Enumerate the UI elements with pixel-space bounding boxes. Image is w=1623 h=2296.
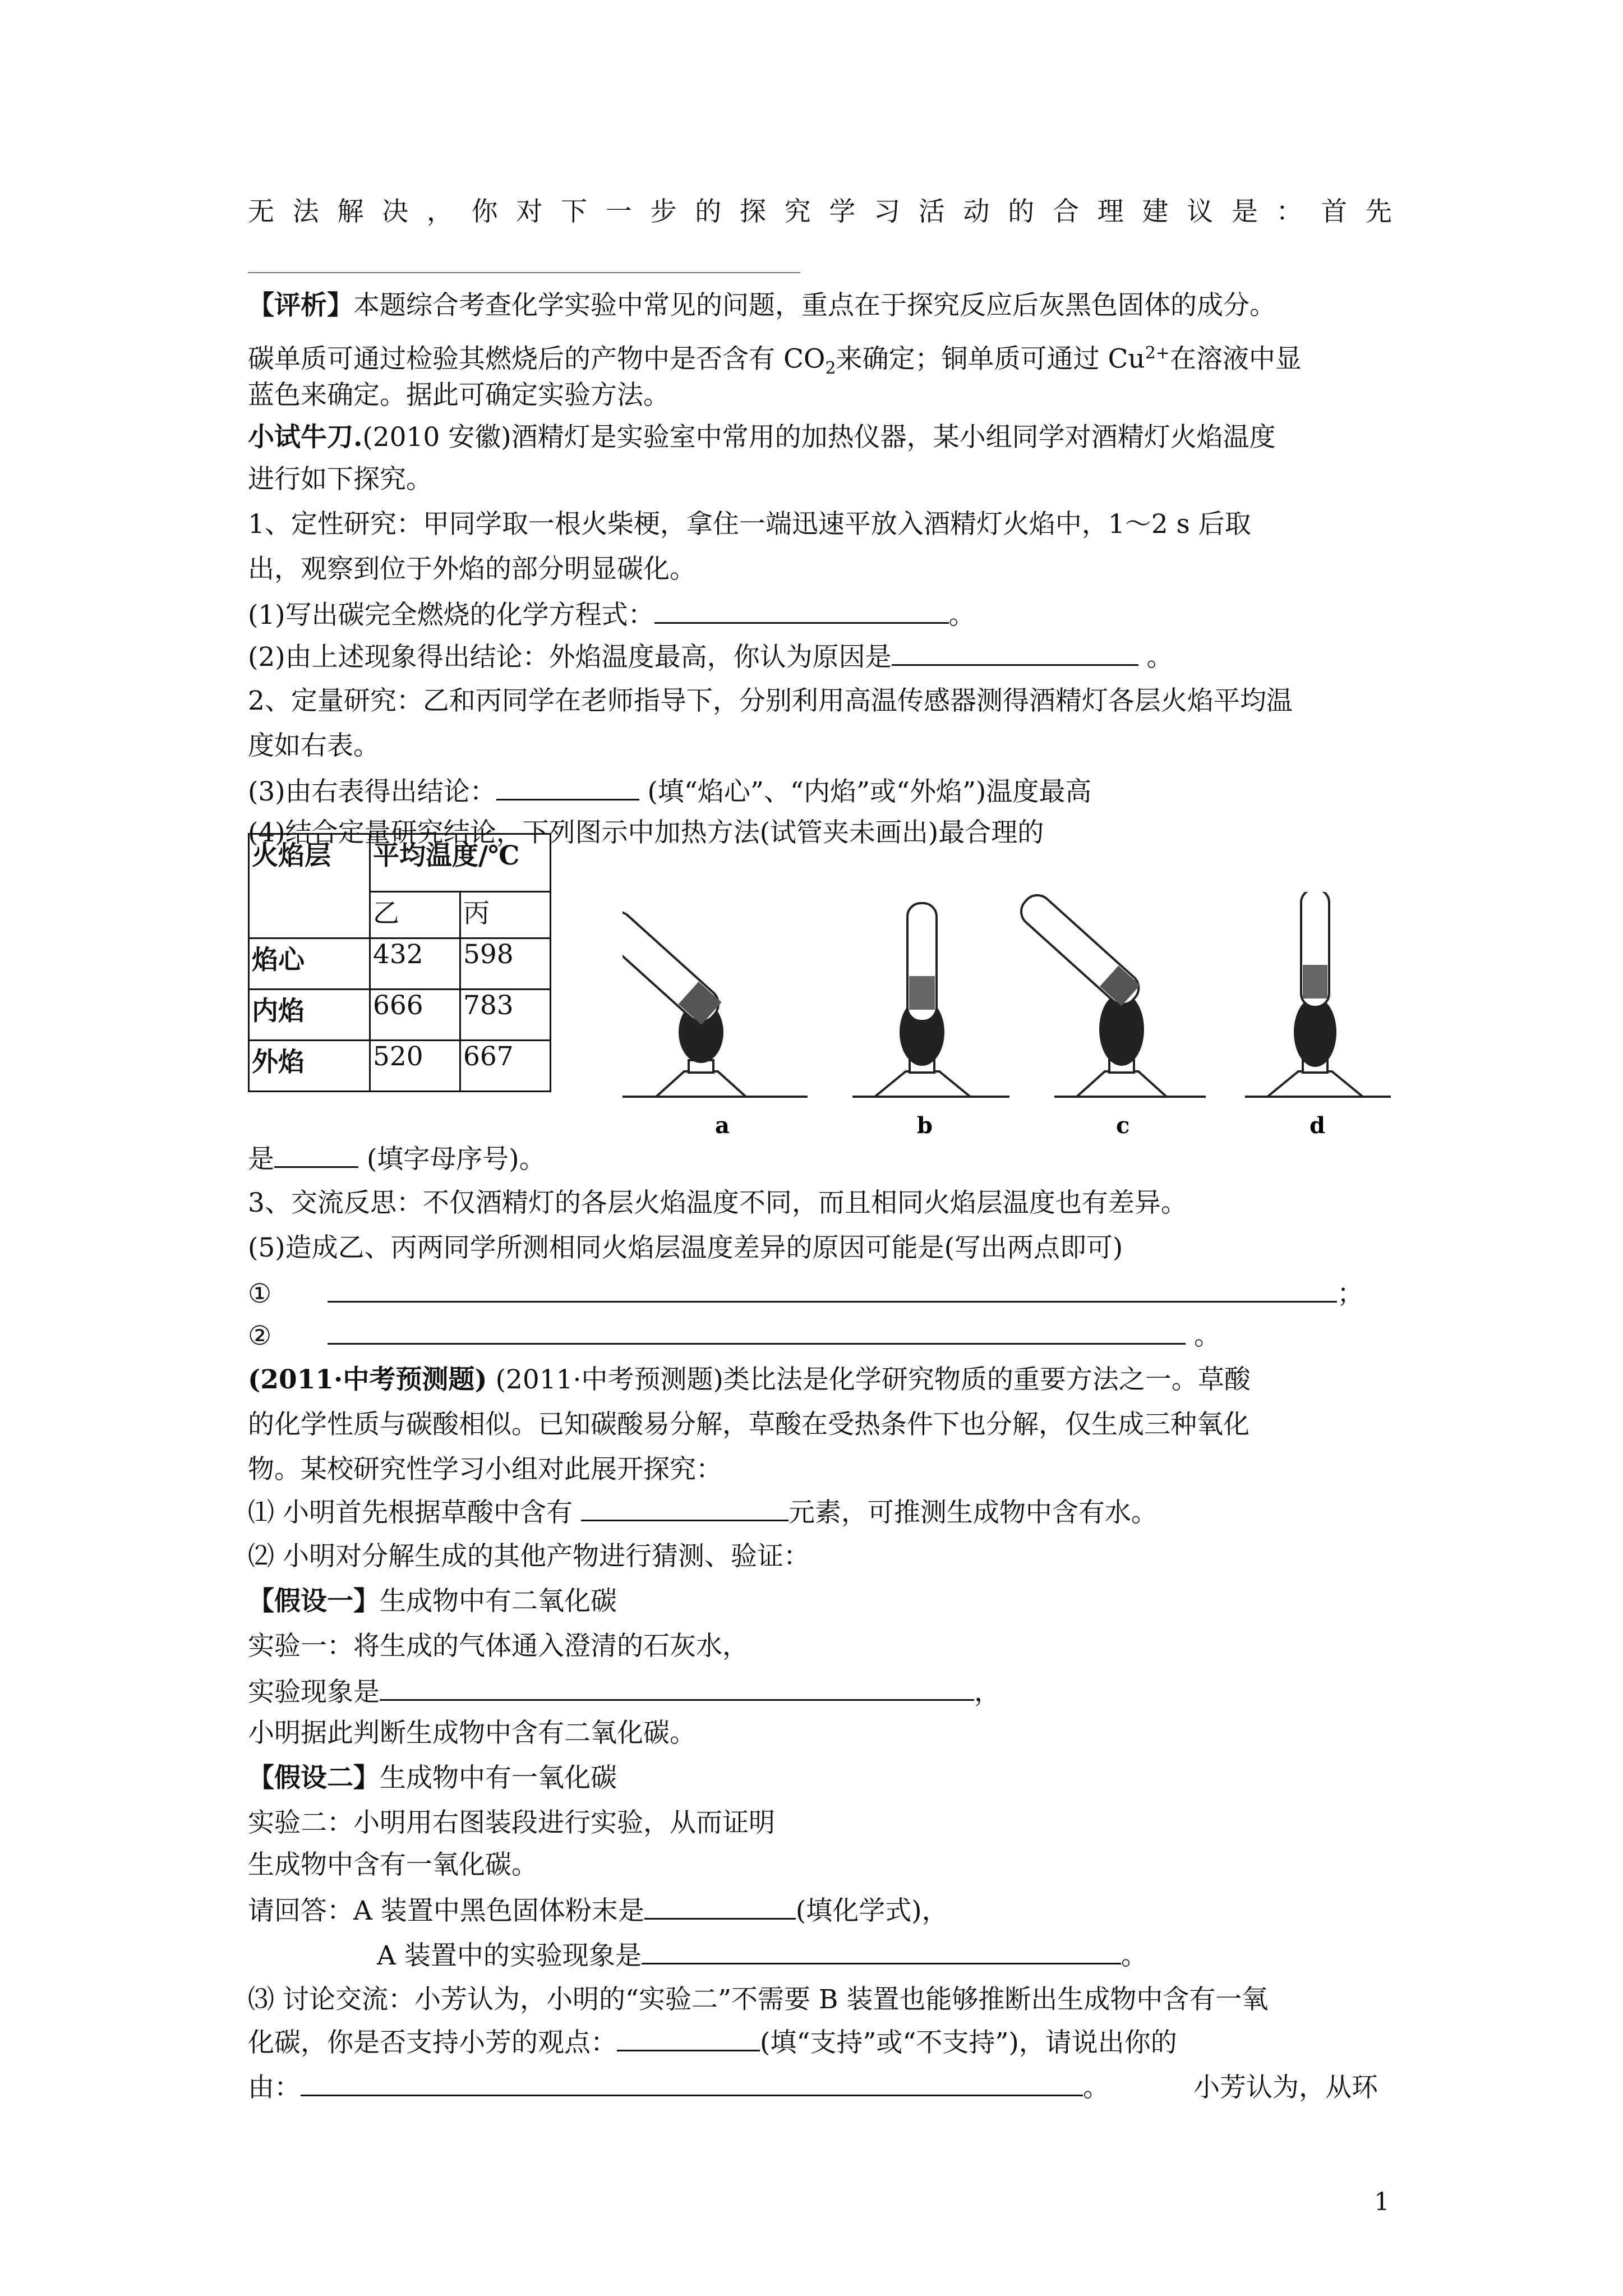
table-cell-layer: 外焰 bbox=[249, 1041, 370, 1092]
answer-rule bbox=[248, 272, 800, 273]
text-line-27: 实验现象是 ， bbox=[248, 1674, 1392, 1709]
blank-6[interactable] bbox=[328, 1318, 1186, 1345]
text-line-25: 【假设一】生成物中有二氧化碳 bbox=[248, 1586, 617, 1617]
table-cell-yi: 432 bbox=[370, 938, 460, 990]
text-line-5: 小试牛刀.(2010 安徽)酒精灯是实验室中常用的加热仪器，某小组同学对酒精灯火焰温度 bbox=[248, 422, 1276, 453]
page-number: 1 bbox=[1374, 2188, 1390, 2216]
table-cell-bing: 598 bbox=[460, 938, 551, 990]
text-line-2: 【评析】本题综合考查化学实验中常见的问题，重点在于探究反应后灰黑色固体的成分。 bbox=[248, 290, 1276, 321]
text-line-23: ⑴ 小明首先根据草酸中含有 元素，可推测生成物中含有水。 bbox=[248, 1495, 1392, 1530]
flame-temperature-table bbox=[248, 833, 551, 1092]
text-line-3: 碳单质可通过检验其燃烧后的产物中是否含有 $CO_2$来确定；铜单质可通过 $Cu^{2+}$在溶液中显 bbox=[248, 343, 1302, 379]
text-line-35: 化碳，你是否支持小芳的观点： (填“支持”或“不支持”)，请说出你的 bbox=[248, 2025, 1392, 2060]
blank-7[interactable] bbox=[581, 1495, 789, 1521]
text-line-34: ⑶ 讨论交流：小芳认为，小明的“实验二”不需要 B 装置也能够推断出生成物中含有一氧 bbox=[248, 1984, 1269, 2015]
table-header-temp: 平均温度/℃ bbox=[370, 834, 551, 892]
text-line-32: 请回答：A 装置中黑色固体粉末是 (填化学式)， bbox=[248, 1893, 1392, 1928]
table-header-layer: 火焰层 bbox=[249, 834, 370, 938]
text-line-4: 蓝色来确定。据此可确定实验方法。 bbox=[248, 380, 670, 411]
table-subheader-bing: 丙 bbox=[460, 892, 551, 938]
text-line-7: 1、定性研究：甲同学取一根火柴梗，拿住一端迅速平放入酒精灯火焰中，1～2 s 后取 bbox=[248, 509, 1251, 540]
option-d-label: d bbox=[1310, 1112, 1325, 1139]
text-line-1: 无法解决，你对下一步的探究学习活动的合理建议是：首先 bbox=[248, 196, 1392, 227]
option-c-icon bbox=[1015, 892, 1206, 1097]
table-cell-layer: 焰心 bbox=[249, 938, 370, 990]
text-line-6: 进行如下探究。 bbox=[248, 464, 432, 495]
text-line-10: (2)由上述现象得出结论：外焰温度最高，你认为原因是 。 bbox=[248, 639, 1392, 674]
option-b-icon bbox=[852, 903, 1009, 1097]
option-d-icon bbox=[1245, 892, 1391, 1097]
table-cell-bing: 667 bbox=[460, 1041, 551, 1092]
text-line-20: (2011·中考预测题) (2011·中考预测题)类比法是化学研究物质的重要方法之一。草酸 bbox=[248, 1364, 1251, 1395]
table-cell-yi: 520 bbox=[370, 1041, 460, 1092]
blank-10[interactable] bbox=[642, 1938, 1121, 1964]
table-row bbox=[249, 990, 551, 1041]
text-line-15: 是 (填字母序号)。 bbox=[248, 1142, 1392, 1176]
blank-11[interactable] bbox=[617, 2025, 760, 2051]
text-line-30: 实验二：小明用右图装段进行实验，从而证明 bbox=[248, 1807, 775, 1838]
blank-4[interactable] bbox=[274, 1142, 358, 1168]
text-line-21: 的化学性质与碳酸相似。已知碳酸易分解，草酸在受热条件下也分解，仅生成三种氧化 bbox=[248, 1409, 1249, 1440]
text-line-18: ① ； bbox=[248, 1276, 1392, 1311]
blank-8[interactable] bbox=[380, 1674, 974, 1701]
text-line-33: A 装置中的实验现象是 。 bbox=[248, 1938, 1521, 1973]
blank-1[interactable] bbox=[654, 597, 949, 624]
text-line-12: 度如右表。 bbox=[248, 730, 380, 761]
blank-3[interactable] bbox=[496, 774, 639, 800]
text-line-31: 生成物中含有一氧化碳。 bbox=[248, 1849, 538, 1880]
table-cell-bing: 783 bbox=[460, 990, 551, 1041]
text-line-13: (3)由右表得出结论： (填“焰心”、“内焰”或“外焰”)温度最高 bbox=[248, 774, 1392, 809]
text-line-11: 2、定量研究：乙和丙同学在老师指导下，分别利用高温传感器测得酒精灯各层火焰平均温 bbox=[248, 685, 1293, 716]
text-line-8: 出，观察到位于外焰的部分明显碳化。 bbox=[248, 554, 696, 585]
blank-12[interactable] bbox=[301, 2070, 1083, 2096]
table-row bbox=[249, 938, 551, 990]
text-line-24: ⑵ 小明对分解生成的其他产物进行猜测、验证： bbox=[248, 1541, 810, 1572]
text-line-9: (1)写出碳完全燃烧的化学方程式： 。 bbox=[248, 597, 1392, 632]
text-line-36: 由： 。 小芳认为，从环 bbox=[248, 2070, 1392, 2105]
table-subheader-yi: 乙 bbox=[370, 892, 460, 938]
blank-9[interactable] bbox=[644, 1893, 796, 1920]
option-a-label: a bbox=[715, 1112, 730, 1139]
table-row bbox=[249, 1041, 551, 1092]
option-a-icon bbox=[623, 905, 808, 1097]
text-line-29: 【假设二】生成物中有一氧化碳 bbox=[248, 1763, 617, 1793]
option-b-label: b bbox=[917, 1112, 933, 1139]
text-line-26: 实验一：将生成的气体通入澄清的石灰水， bbox=[248, 1631, 749, 1662]
alcohol-lamp-heating-figure bbox=[623, 892, 1391, 1150]
text-line-22: 物。某校研究性学习小组对此展开探究： bbox=[248, 1454, 722, 1485]
text-line-17: (5)造成乙、丙两同学所测相同火焰层温度差异的原因可能是(写出两点即可) bbox=[248, 1232, 1123, 1263]
blank-2[interactable] bbox=[892, 639, 1138, 666]
option-c-label: c bbox=[1116, 1112, 1130, 1139]
table-cell-yi: 666 bbox=[370, 990, 460, 1041]
text-line-28: 小明据此判断生成物中含有二氧化碳。 bbox=[248, 1718, 696, 1749]
table-cell-layer: 内焰 bbox=[249, 990, 370, 1041]
blank-5[interactable] bbox=[328, 1276, 1337, 1303]
text-line-14: (4)结合定量研究结论，下列图示中加热方法(试管夹未画出)最合理的 bbox=[248, 817, 1044, 848]
text-line-19: ② 。 bbox=[248, 1318, 1392, 1353]
text-line-16: 3、交流反思：不仅酒精灯的各层火焰温度不同，而且相同火焰层温度也有差异。 bbox=[248, 1188, 1187, 1218]
